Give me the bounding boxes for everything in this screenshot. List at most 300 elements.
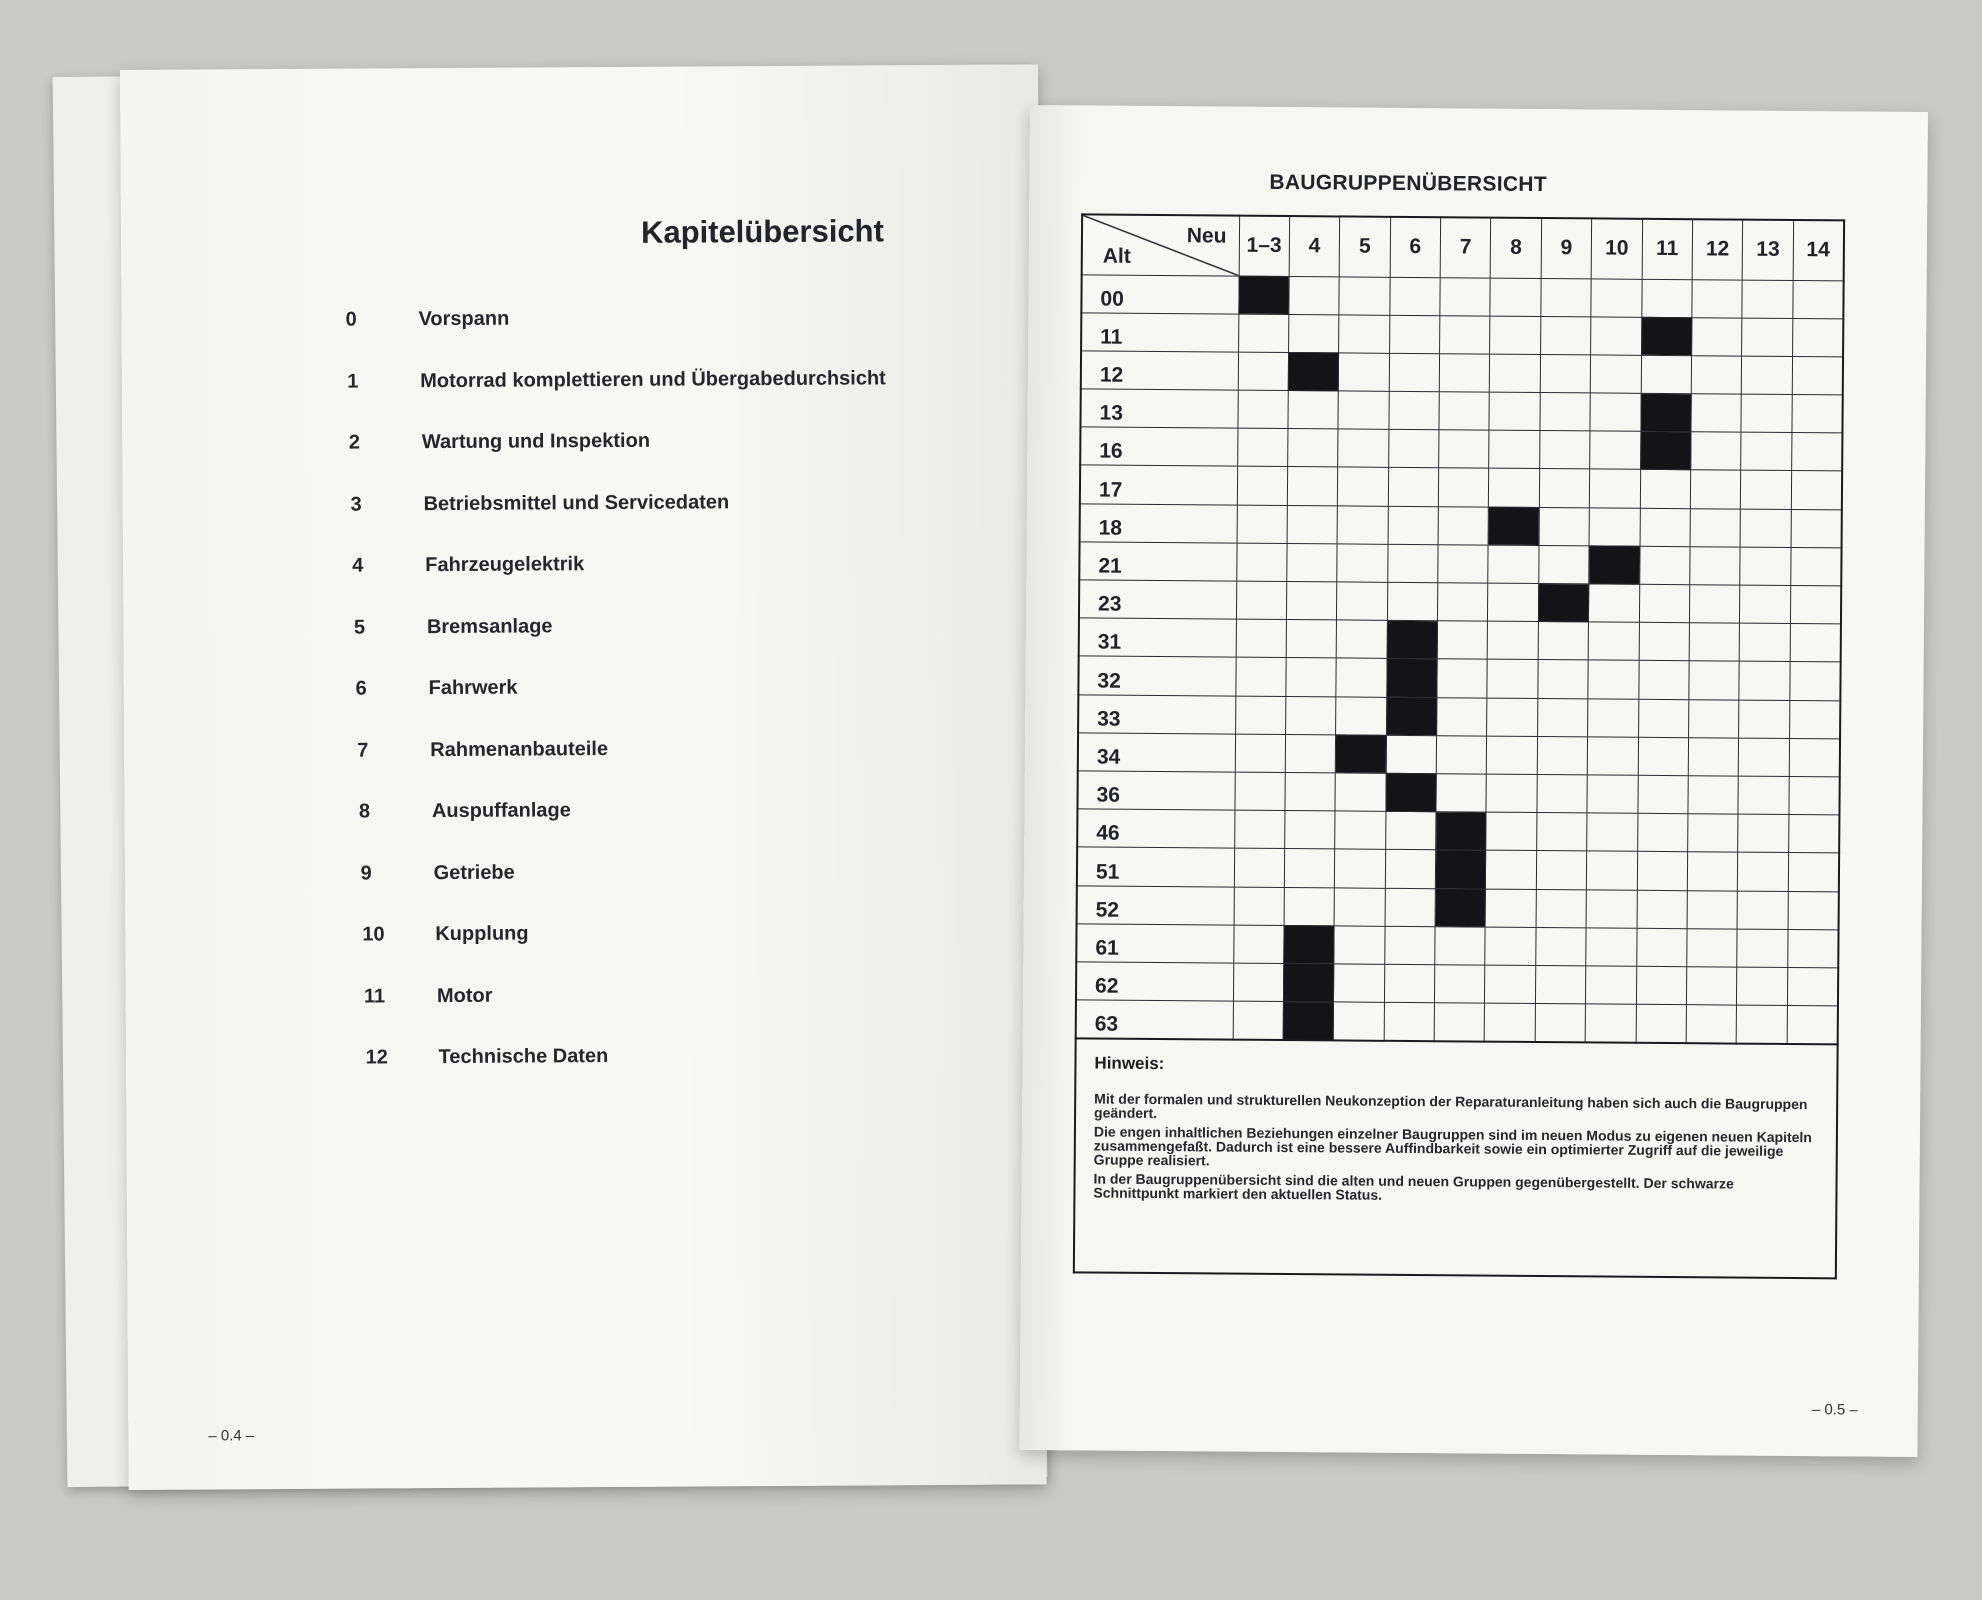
- grid-cell: [1488, 583, 1539, 622]
- grid-cell: [1486, 812, 1537, 851]
- grid-cell: [1234, 848, 1285, 887]
- grid-cell: [1738, 814, 1789, 853]
- grid-cell: [1790, 662, 1841, 701]
- grid-cell: [1486, 850, 1537, 889]
- grid-cell: [1689, 661, 1740, 700]
- grid-cell: [1692, 317, 1743, 356]
- grid-cell: [1485, 927, 1536, 966]
- grid-cell: [1437, 659, 1488, 698]
- grid-cell: [1536, 889, 1587, 928]
- grid-cell: [1440, 315, 1491, 354]
- grid-cell: [1385, 811, 1436, 850]
- grid-cell: [1692, 279, 1743, 318]
- grid-cell: [1487, 698, 1538, 737]
- grid-row: [1081, 351, 1843, 395]
- grid-row: [1078, 694, 1840, 738]
- chapter-row: [361, 859, 890, 924]
- chapter-label: Technische Daten: [438, 1045, 609, 1069]
- grid-cell: [1540, 393, 1591, 432]
- grid-cell: [1791, 509, 1842, 548]
- grid-cell: [1689, 699, 1740, 738]
- grid-row: [1080, 465, 1842, 509]
- chapter-number: 6: [355, 677, 367, 700]
- grid-cell: [1540, 431, 1591, 470]
- grid-cell: [1233, 925, 1284, 964]
- old-group-header: 61: [1076, 924, 1233, 963]
- intersection-mark: [1435, 850, 1486, 889]
- grid-cell: [1490, 316, 1541, 355]
- grid-cell: [1490, 354, 1541, 393]
- grid-cell: [1590, 431, 1641, 470]
- grid-cell: [1238, 314, 1289, 353]
- intersection-mark: [1436, 812, 1487, 851]
- intersection-mark: [1386, 697, 1437, 736]
- old-group-header: 51: [1077, 847, 1234, 886]
- grid-cell: [1791, 433, 1842, 472]
- grid-cell: [1237, 390, 1288, 429]
- grid-cell: [1587, 813, 1638, 852]
- old-group-header: 11: [1081, 313, 1238, 352]
- intersection-mark: [1387, 621, 1438, 660]
- grid-cell: [1638, 737, 1689, 776]
- grid-cell: [1637, 813, 1688, 852]
- grid-cell: [1739, 738, 1790, 777]
- chapter-label: Motor: [436, 984, 493, 1007]
- old-group-header: 36: [1077, 771, 1234, 810]
- chapter-label: Auspuffanlage: [431, 799, 571, 823]
- chapter-row: [366, 1043, 891, 1108]
- chapter-label: Betriebsmittel und Servicedaten: [423, 490, 730, 515]
- chapter-row: [356, 674, 888, 739]
- new-group-header: 11: [1642, 219, 1693, 279]
- grid-cell: [1535, 965, 1586, 1004]
- old-group-header: 63: [1076, 1000, 1233, 1039]
- grid-cell: [1389, 315, 1440, 354]
- grid-corner-cell: [1082, 214, 1239, 275]
- grid-cell: [1438, 468, 1489, 507]
- grid-cell: [1489, 430, 1540, 469]
- grid-row: [1079, 618, 1841, 662]
- grid-cell: [1336, 658, 1387, 697]
- grid-cell: [1738, 852, 1789, 891]
- grid-cell: [1788, 929, 1839, 968]
- old-group-header: 16: [1080, 427, 1237, 466]
- grid-cell: [1233, 963, 1284, 1002]
- grid-cell: [1788, 891, 1839, 930]
- grid-cell: [1487, 659, 1538, 698]
- grid-cell: [1233, 1001, 1284, 1040]
- grid-cell: [1641, 279, 1692, 318]
- intersection-mark: [1589, 546, 1640, 585]
- grid-cell: [1741, 432, 1792, 471]
- grid-cell: [1688, 737, 1739, 776]
- grid-cell: [1335, 811, 1386, 850]
- chapter-label: Rahmenanbauteile: [430, 737, 609, 761]
- assembly-group-grid: [1075, 213, 1845, 1045]
- grid-cell: [1339, 276, 1390, 315]
- grid-cell: [1737, 929, 1788, 968]
- grid-cell: [1636, 966, 1687, 1005]
- grid-cell: [1285, 734, 1336, 773]
- chapter-row: [350, 490, 886, 555]
- grid-cell: [1485, 965, 1536, 1004]
- grid-cell: [1790, 624, 1841, 663]
- chapter-number: 8: [358, 800, 371, 823]
- grid-cell: [1487, 736, 1538, 775]
- grid-cell: [1334, 964, 1385, 1003]
- chapter-label: Getriebe: [433, 861, 515, 884]
- grid-cell: [1790, 585, 1841, 624]
- grid-cell: [1384, 964, 1435, 1003]
- grid-cell: [1587, 851, 1638, 890]
- grid-cell: [1789, 700, 1840, 739]
- grid-cell: [1587, 775, 1638, 814]
- grid-cell: [1591, 317, 1642, 356]
- grid-row: [1077, 847, 1839, 891]
- grid-row: [1077, 885, 1839, 929]
- grid-cell: [1742, 280, 1793, 319]
- new-group-header: 1–3: [1239, 216, 1290, 276]
- old-group-header: 18: [1080, 504, 1237, 543]
- grid-cell: [1436, 774, 1487, 813]
- old-group-header: 46: [1077, 809, 1234, 848]
- grid-cell: [1538, 622, 1589, 661]
- grid-cell: [1335, 773, 1386, 812]
- grid-cell: [1586, 966, 1637, 1005]
- chapter-label: Fahrwerk: [428, 676, 518, 700]
- grid-cell: [1792, 318, 1843, 357]
- chapter-number: 3: [350, 493, 362, 516]
- new-group-header: 8: [1491, 218, 1542, 278]
- grid-cell: [1438, 545, 1489, 584]
- chapter-label: Kupplung: [435, 922, 529, 946]
- grid-cell: [1539, 469, 1590, 508]
- grid-cell: [1737, 1005, 1788, 1044]
- grid-cell: [1741, 471, 1792, 510]
- corner-new-label: Neu: [1186, 224, 1227, 248]
- grid-cell: [1338, 391, 1389, 430]
- grid-row: [1080, 504, 1842, 548]
- chapter-row: [345, 305, 885, 370]
- grid-row: [1078, 733, 1840, 777]
- grid-cell: [1739, 661, 1790, 700]
- chapter-row: [349, 428, 887, 493]
- intersection-mark: [1283, 963, 1334, 1002]
- grid-cell: [1689, 585, 1740, 624]
- page-title: Kapitelübersicht: [640, 213, 884, 250]
- new-group-header: 13: [1743, 220, 1794, 280]
- grid-cell: [1789, 776, 1840, 815]
- chapter-list: [345, 305, 890, 1108]
- grid-cell: [1436, 735, 1487, 774]
- note-body: [1093, 1092, 1818, 1206]
- grid-cell: [1690, 547, 1741, 586]
- grid-cell: [1537, 813, 1588, 852]
- intersection-mark: [1284, 925, 1335, 964]
- grid-cell: [1540, 354, 1591, 393]
- grid-cell: [1737, 891, 1788, 930]
- chapter-row: [352, 551, 887, 616]
- chapter-row: [357, 736, 888, 801]
- chapter-label: Bremsanlage: [426, 614, 553, 638]
- grid-cell: [1437, 621, 1488, 660]
- grid-cell: [1742, 356, 1793, 395]
- corner-old-label: Alt: [1102, 244, 1131, 268]
- grid-cell: [1389, 353, 1440, 392]
- grid-cell: [1237, 505, 1288, 544]
- grid-cell: [1793, 280, 1844, 319]
- grid-cell: [1234, 810, 1285, 849]
- intersection-mark: [1336, 735, 1387, 774]
- note-paragraph: Die engen inhaltlichen Beziehungen einzelner Baugruppen sind im neuen Modus zu eigenen neuen Kapiteln zusammengefaßt. Dadurch ist eine bessere Auffindbarkeit sowie ein optimierter Zugriff auf die jeweilige Gruppe realisiert.: [1093, 1123, 1812, 1169]
- grid-cell: [1235, 658, 1286, 697]
- grid-cell: [1636, 928, 1687, 967]
- grid-row: [1080, 427, 1842, 471]
- grid-cell: [1687, 928, 1738, 967]
- chapter-row: [354, 613, 888, 678]
- grid-cell: [1385, 850, 1436, 889]
- grid-cell: [1691, 356, 1742, 395]
- grid-cell: [1585, 1004, 1636, 1043]
- chapter-label: Wartung und Inspektion: [421, 429, 651, 454]
- intersection-mark: [1538, 584, 1589, 623]
- grid-cell: [1384, 926, 1435, 965]
- grid-cell: [1236, 581, 1287, 620]
- grid-cell: [1742, 318, 1793, 357]
- grid-cell: [1537, 736, 1588, 775]
- grid-cell: [1637, 890, 1688, 929]
- grid-cell: [1387, 582, 1438, 621]
- grid-cell: [1588, 622, 1639, 661]
- grid-cell: [1435, 965, 1486, 1004]
- grid-row: [1079, 542, 1841, 586]
- grid-cell: [1639, 584, 1690, 623]
- grid-cell: [1435, 926, 1486, 965]
- old-group-header: 13: [1080, 389, 1237, 428]
- grid-cell: [1333, 1002, 1384, 1041]
- grid-cell: [1791, 547, 1842, 586]
- grid-cell: [1488, 621, 1539, 660]
- grid-cell: [1591, 278, 1642, 317]
- grid-cell: [1336, 620, 1387, 659]
- new-group-header: 6: [1390, 217, 1441, 277]
- grid-row: [1076, 924, 1838, 968]
- grid-cell: [1739, 700, 1790, 739]
- grid-cell: [1439, 430, 1490, 469]
- grid-row: [1079, 580, 1841, 624]
- grid-cell: [1688, 814, 1739, 853]
- grid-row: [1078, 656, 1840, 700]
- grid-cell: [1288, 391, 1339, 430]
- grid-cell: [1740, 547, 1791, 586]
- new-group-header: 12: [1692, 219, 1743, 279]
- grid-cell: [1537, 698, 1588, 737]
- chapter-number: 5: [353, 616, 366, 639]
- chapter-label: Fahrzeugelektrik: [425, 553, 585, 577]
- grid-cell: [1638, 661, 1689, 700]
- new-group-header: 14: [1793, 220, 1844, 280]
- grid-cell: [1586, 889, 1637, 928]
- grid-cell: [1288, 429, 1339, 468]
- old-group-header: 33: [1078, 694, 1235, 733]
- old-group-header: 62: [1076, 962, 1233, 1001]
- grid-cell: [1288, 314, 1339, 353]
- grid-cell: [1689, 623, 1740, 662]
- grid-cell: [1338, 429, 1389, 468]
- new-group-header: 4: [1289, 216, 1340, 276]
- grid-cell: [1586, 928, 1637, 967]
- grid-cell: [1588, 660, 1639, 699]
- intersection-mark: [1641, 393, 1692, 432]
- old-group-header: 00: [1081, 274, 1238, 313]
- grid-cell: [1537, 774, 1588, 813]
- intersection-mark: [1640, 432, 1691, 471]
- grid-cell: [1535, 1004, 1586, 1043]
- grid-cell: [1687, 890, 1738, 929]
- chapter-number: 10: [362, 923, 385, 946]
- grid-cell: [1434, 1003, 1485, 1042]
- grid-cell: [1639, 546, 1690, 585]
- old-group-header: 32: [1078, 656, 1235, 695]
- grid-cell: [1439, 354, 1490, 393]
- grid-cell: [1338, 467, 1389, 506]
- grid-row: [1081, 274, 1843, 318]
- grid-cell: [1286, 658, 1337, 697]
- grid-cell: [1737, 967, 1788, 1006]
- grid-cell: [1541, 278, 1592, 317]
- chapter-number: 9: [360, 861, 372, 885]
- grid-cell: [1690, 470, 1741, 509]
- grid-cell: [1389, 391, 1440, 430]
- grid-cell: [1485, 1003, 1536, 1042]
- old-group-header: 12: [1081, 351, 1238, 390]
- grid-cell: [1787, 967, 1838, 1006]
- grid-row: [1076, 962, 1838, 1006]
- grid-cell: [1787, 1006, 1838, 1045]
- grid-cell: [1539, 507, 1590, 546]
- grid-cell: [1438, 506, 1489, 545]
- grid-cell: [1788, 815, 1839, 854]
- grid-cell: [1740, 509, 1791, 548]
- grid-cell: [1588, 698, 1639, 737]
- grid-cell: [1339, 353, 1390, 392]
- chapter-row: [362, 920, 889, 985]
- intersection-mark: [1435, 888, 1486, 927]
- grid-cell: [1287, 505, 1338, 544]
- old-group-header: 31: [1079, 618, 1236, 657]
- grid-cell: [1439, 392, 1490, 431]
- note-title: Hinweis:: [1094, 1053, 1165, 1074]
- grid-row: [1081, 313, 1843, 357]
- grid-cell: [1792, 356, 1843, 395]
- intersection-mark: [1489, 507, 1540, 546]
- grid-cell: [1438, 583, 1489, 622]
- old-group-header: 52: [1077, 885, 1234, 924]
- new-group-header: 5: [1339, 216, 1390, 276]
- grid-cell: [1386, 735, 1437, 774]
- grid-cell: [1437, 697, 1488, 736]
- new-group-header: 10: [1591, 218, 1642, 278]
- intersection-mark: [1238, 276, 1289, 315]
- grid-header-row: [1082, 214, 1844, 280]
- grid-cell: [1285, 772, 1336, 811]
- grid-cell: [1489, 392, 1540, 431]
- chapter-label: Vorspann: [418, 307, 510, 331]
- grid-cell: [1536, 927, 1587, 966]
- chapter-number: 7: [357, 738, 369, 762]
- grid-cell: [1640, 470, 1691, 509]
- grid-cell: [1286, 582, 1337, 621]
- grid-cell: [1687, 852, 1738, 891]
- grid-cell: [1536, 851, 1587, 890]
- grid-cell: [1789, 738, 1840, 777]
- grid-cell: [1791, 471, 1842, 510]
- grid-row: [1077, 771, 1839, 815]
- grid-cell: [1688, 776, 1739, 815]
- grid-cell: [1488, 545, 1539, 584]
- grid-cell: [1788, 853, 1839, 892]
- grid-cell: [1387, 544, 1438, 583]
- grid-cell: [1336, 696, 1387, 735]
- grid-cell: [1740, 585, 1791, 624]
- grid-cell: [1490, 278, 1541, 317]
- grid-cell: [1686, 967, 1737, 1006]
- left-page: [120, 64, 1047, 1490]
- grid-cell: [1235, 734, 1286, 773]
- grid-cell: [1385, 888, 1436, 927]
- grid-cell: [1335, 849, 1386, 888]
- grid-cell: [1337, 544, 1388, 583]
- grid-cell: [1738, 776, 1789, 815]
- old-group-header: 17: [1080, 465, 1237, 504]
- intersection-mark: [1288, 352, 1339, 391]
- intersection-mark: [1283, 1002, 1334, 1041]
- page-number: – 0.5 –: [1811, 1401, 1858, 1419]
- grid-cell: [1334, 887, 1385, 926]
- grid-cell: [1587, 737, 1638, 776]
- grid-title: BAUGRUPPENÜBERSICHT: [1269, 170, 1548, 197]
- grid-cell: [1388, 430, 1439, 469]
- old-group-header: 21: [1079, 542, 1236, 581]
- grid-cell: [1285, 696, 1336, 735]
- grid-row: [1080, 389, 1842, 433]
- grid-cell: [1690, 508, 1741, 547]
- grid-cell: [1691, 432, 1742, 471]
- chapter-row: [364, 982, 890, 1047]
- chapter-number: 11: [363, 984, 386, 1008]
- grid-cell: [1636, 1004, 1687, 1043]
- grid-cell: [1440, 277, 1491, 316]
- grid-cell: [1384, 1002, 1435, 1041]
- grid-cell: [1539, 545, 1590, 584]
- intersection-mark: [1386, 773, 1437, 812]
- grid-cell: [1334, 926, 1385, 965]
- grid-cell: [1640, 508, 1691, 547]
- grid-cell: [1388, 468, 1439, 507]
- grid-cell: [1589, 508, 1640, 547]
- grid-row: [1077, 809, 1839, 853]
- note-paragraph: Mit der formalen und strukturellen Neukonzeption der Reparaturanleitung haben sich auch die Baugruppen geändert.: [1094, 1090, 1808, 1122]
- grid-cell: [1486, 889, 1537, 928]
- grid-cell: [1337, 506, 1388, 545]
- chapter-number: 0: [345, 308, 357, 331]
- chapter-number: 4: [352, 554, 364, 577]
- chapter-number: 1: [347, 370, 359, 393]
- grid-cell: [1235, 696, 1286, 735]
- chapter-row: [359, 797, 889, 862]
- page-number: – 0.4 –: [208, 1427, 255, 1445]
- grid-cell: [1339, 315, 1390, 354]
